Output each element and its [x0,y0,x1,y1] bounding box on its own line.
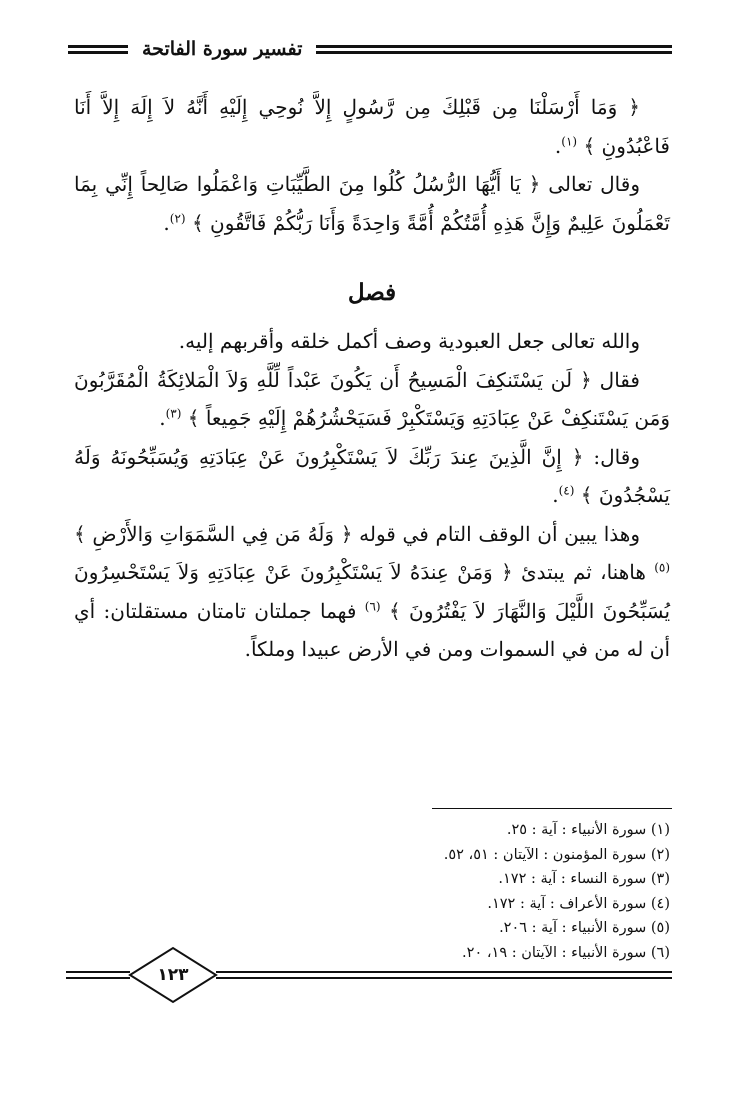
footnote-item: (٦) سورة الأنبياء : الآيتان : ١٩، ٢٠. [462,944,670,961]
main-text [74,88,670,669]
footnote-item: (١) سورة الأنبياء : آية : ٢٥. [506,822,670,838]
footnote-item: (٥) سورة الأنبياء : آية : ٢٠٦. [499,920,670,936]
paragraph-verse-2: وقال تعالى ﴿ يَا أَيُّهَا الرُّسُلُ كُلُوا مِنَ الطَّيِّبَاتِ وَاعْمَلُوا صَالِحاً إِنِّي بِمَا تَعْمَلُونَ عَلِيمٌ وَإِنَّ هَذِهِ أُمَّتُكُمْ أُمَّةً وَاحِدَةً وَأَنَا رَبُّكُمْ فَاتَّقُونِ ﴾ $^{(٢)}$. [74,172,670,235]
footnotes [250,818,670,965]
page-header [68,34,672,64]
paragraph-explanation: وهذا يبين أن الوقف التام في قوله ﴿ وَلَهُ مَن فِي السَّمَوَاتِ وَالأَرْضِ ﴾ $^{(٥)}$ هاهنا، ثم يبتدئ ﴿ وَمَنْ عِندَهُ لاَ يَسْتَكْبِرُونَ عَنْ عِبَادَتِهِ وَلاَ يَسْتَحْسِرُونَ يُسَبِّحُونَ اللَّيْلَ وَالنَّهَارَ لاَ يَفْتُرُونَ ﴾ $^{(٦)}$ فهما جملتان تامتان مستقلتان: أي أن له من في السموات ومن في الأرض عبيدا وملكاً. [74,521,671,661]
footnote-item: (٢) سورة المؤمنون : الآيتان : ٥١، ٥٢. [443,846,670,863]
footnote-ref-1: (١) [561,133,578,148]
section-heading: فصل [347,279,397,306]
paragraph-verse-3: فقال ﴿ لَن يَسْتَنكِفَ الْمَسِيحُ أَن يَكُونَ عَبْداً لِّلَّهِ وَلاَ الْمَلائِكَةُ الْمُقَرَّبُونَ وَمَن يَسْتَنكِفْ عَنْ عِبَادَتِهِ وَيَسْتَكْبِرْ فَسَيَحْشُرُهُمْ إِلَيْهِ جَمِيعاً ﴾ $^{(٣)}$. [74,367,670,430]
running-title: تفسير سورة الفاتحة [142,38,303,60]
page-number: ١٢٣ [157,965,189,985]
footnote-ref-2: (٢) [169,210,186,225]
footnote-item: (٣) سورة النساء : آية : ١٧٢. [498,871,670,887]
page-footer [66,946,672,1004]
paragraph-verse-1: ﴿ وَمَا أَرْسَلْنَا مِن قَبْلِكَ مِن رَّسُولٍ إِلاَّ نُوحِي إِلَيْهِ أَنَّهُ لاَ إِلَهَ إِلاَّ أَنَا فَاعْبُدُونِ ﴾ $^{(١)}$. [74,95,670,158]
paragraph-intro: والله تعالى جعل العبودية وصف أكمل خلقه وأقربهم إليه. [178,329,640,353]
footnote-ref-5: (٥) [654,560,671,575]
header-rule-right [316,45,672,54]
footnote-ref-4: (٤) [558,483,575,498]
footnote-item: (٤) سورة الأعراف : آية : ١٧٢. [487,895,670,912]
footnote-ref-3: (٣) [165,406,182,421]
paragraph-verse-4: وقال: ﴿ إِنَّ الَّذِينَ عِندَ رَبِّكَ لاَ يَسْتَكْبِرُونَ عَنْ عِبَادَتِهِ وَيُسَبِّحُونَهُ وَلَهُ يَسْجُدُونَ ﴾ $^{(٤)}$. [74,444,670,507]
header-rule-left [68,45,128,54]
footnote-separator [432,808,672,809]
footnote-ref-6: (٦) [364,598,381,613]
